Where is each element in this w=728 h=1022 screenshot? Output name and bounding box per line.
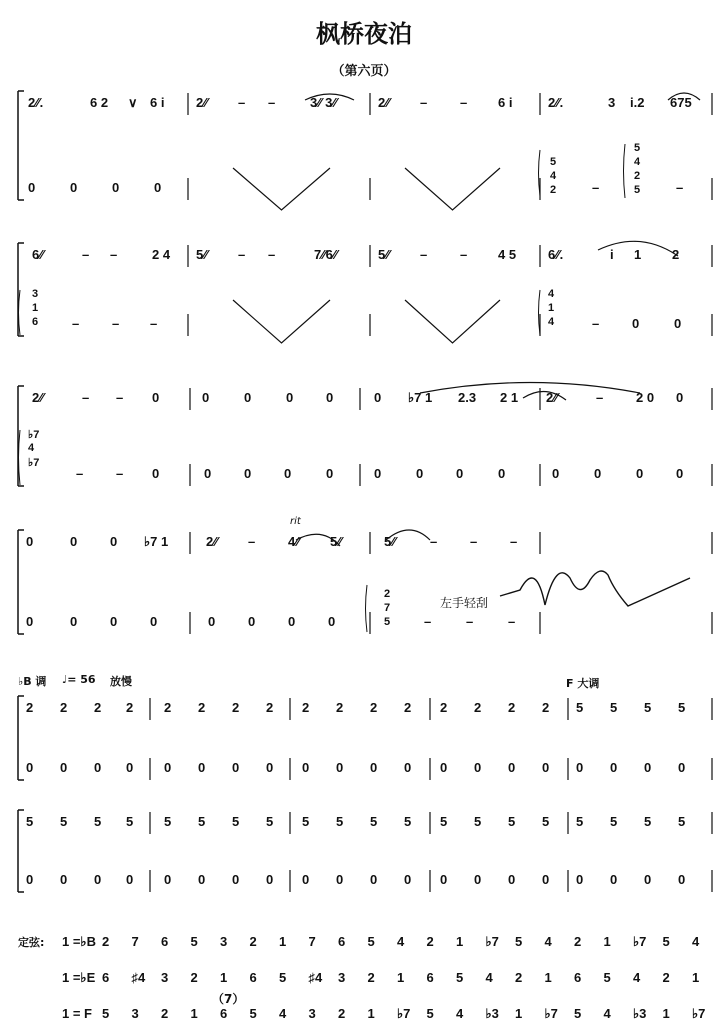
- lower-note: 0: [154, 180, 162, 195]
- upper-note: 2⁄⁄: [206, 534, 218, 549]
- lower-note: 0: [232, 872, 240, 887]
- tuning-note: ♭7: [485, 934, 499, 949]
- lower-note: 0: [674, 316, 682, 331]
- upper-note: i.2: [630, 95, 645, 110]
- lower-note: 0: [370, 760, 378, 775]
- tuning-note: 1: [544, 970, 552, 985]
- lower-note: 0: [474, 760, 482, 775]
- tuning-note: 4: [544, 934, 552, 949]
- tuning-note: 3: [131, 1006, 139, 1021]
- upper-note: 675: [670, 95, 692, 110]
- upper-note: 0: [374, 390, 382, 405]
- tuning-note: 2: [249, 934, 257, 949]
- tuning-note: 5: [662, 934, 670, 949]
- lower-note: 0: [404, 760, 412, 775]
- upper-note: 2 1: [500, 390, 519, 405]
- lower-note: 0: [284, 466, 292, 481]
- upper-note: 5⁄⁄: [384, 534, 396, 549]
- upper-note: ♭7 1: [408, 390, 433, 405]
- upper-note: 5: [302, 814, 310, 829]
- upper-note: 2: [60, 700, 68, 715]
- upper-note: 4⁄⁄: [288, 534, 300, 549]
- chord-note: 5: [634, 142, 641, 154]
- tuning-key: 1 = F: [62, 1006, 92, 1021]
- lower-note: –: [466, 614, 474, 629]
- lower-note: 0: [126, 760, 134, 775]
- upper-note: 5: [164, 814, 172, 829]
- tuning-note: 6: [338, 934, 346, 949]
- lower-note: 0: [248, 614, 256, 629]
- tuning-note: 4: [279, 1006, 287, 1021]
- lower-note: 0: [336, 872, 344, 887]
- tuning-note: 6: [161, 934, 169, 949]
- upper-note: 2: [302, 700, 310, 715]
- upper-note: 2 4: [152, 247, 171, 262]
- lower-note: 0: [266, 760, 274, 775]
- upper-note: 5: [542, 814, 550, 829]
- lower-note: 0: [610, 872, 618, 887]
- tuning-note: 4: [456, 1006, 464, 1021]
- tuning-note: 6: [102, 970, 110, 985]
- lower-note: 0: [644, 760, 652, 775]
- upper-note: –: [596, 390, 604, 405]
- tuning-note: 4: [633, 970, 641, 985]
- glide-stroke: [233, 168, 330, 210]
- upper-note: 5: [404, 814, 412, 829]
- tuning-note: 1: [515, 1006, 523, 1021]
- upper-note: –: [510, 534, 518, 549]
- upper-note: 0: [286, 390, 294, 405]
- tuning-note: 5: [367, 934, 375, 949]
- tuning-note: 5: [249, 1006, 257, 1021]
- upper-note: 0: [676, 390, 684, 405]
- lower-note: 0: [150, 614, 158, 629]
- upper-note: 0: [110, 534, 118, 549]
- tuning-note: 2: [338, 1006, 346, 1021]
- rit-marking: rit: [290, 516, 301, 527]
- lower-note: 0: [374, 466, 382, 481]
- tuning-note: 2: [190, 970, 198, 985]
- chord-note: ♭7: [28, 457, 40, 469]
- upper-note: 5: [26, 814, 34, 829]
- chord-note: 4: [550, 170, 557, 182]
- lower-note: –: [116, 466, 124, 481]
- upper-note: 2: [94, 700, 102, 715]
- lower-note: 0: [678, 872, 686, 887]
- page-number: （7）: [212, 992, 245, 1006]
- lower-note: 0: [552, 466, 560, 481]
- lower-note: 0: [302, 760, 310, 775]
- slur: [523, 391, 566, 400]
- upper-note: –: [248, 534, 256, 549]
- lower-note: 0: [576, 760, 584, 775]
- tuning-note: 7: [308, 934, 316, 949]
- upper-note: 2⁄⁄: [32, 390, 44, 405]
- upper-note: 5: [678, 700, 686, 715]
- upper-note: 2.3: [458, 390, 477, 405]
- upper-note: 6 2: [90, 95, 109, 110]
- tempo-label: ♩= 56: [62, 673, 96, 686]
- upper-note: 2: [370, 700, 378, 715]
- tempo-instruction: 放慢: [110, 675, 132, 688]
- upper-note: –: [238, 247, 246, 262]
- tuning-note: 6: [249, 970, 257, 985]
- tuning-note: 4: [485, 970, 493, 985]
- lower-note: –: [150, 316, 158, 331]
- tuning-note: 2: [662, 970, 670, 985]
- upper-note: 2: [336, 700, 344, 715]
- upper-note: 6 i: [498, 95, 513, 110]
- upper-note: 5: [678, 814, 686, 829]
- lower-note: 0: [152, 466, 160, 481]
- gloss-squiggle: [500, 571, 690, 606]
- upper-note: 4 5: [498, 247, 517, 262]
- lower-note: 0: [60, 872, 68, 887]
- tuning-key: 1 =♭E: [62, 970, 96, 985]
- lower-note: 0: [610, 760, 618, 775]
- tuning-note: 4: [603, 1006, 611, 1021]
- tuning-note: 2: [515, 970, 523, 985]
- chord-note: 4: [548, 288, 555, 300]
- lower-note: 0: [288, 614, 296, 629]
- tuning-note: 6: [220, 1006, 228, 1021]
- chord-note: 4: [28, 442, 35, 454]
- upper-note: ∨: [128, 95, 138, 110]
- chord-note: 5: [384, 616, 391, 628]
- upper-note: –: [430, 534, 438, 549]
- chord-note: 2: [550, 184, 557, 196]
- lower-note: 0: [336, 760, 344, 775]
- upper-note: –: [268, 95, 276, 110]
- lower-note: 0: [164, 872, 172, 887]
- upper-note: –: [460, 247, 468, 262]
- tuning-note: 3: [338, 970, 346, 985]
- tuning-note: 5: [279, 970, 287, 985]
- upper-note: 5: [198, 814, 206, 829]
- tuning-note: 1: [367, 1006, 375, 1021]
- upper-note: 0: [202, 390, 210, 405]
- upper-note: 2: [266, 700, 274, 715]
- lower-note: –: [424, 614, 432, 629]
- tuning-note: 2: [102, 934, 110, 949]
- chord-note: 6: [32, 316, 39, 328]
- lower-note: 0: [456, 466, 464, 481]
- tuning-note: 1: [220, 970, 228, 985]
- upper-note: 2: [198, 700, 206, 715]
- upper-note: 6 i: [150, 95, 165, 110]
- lower-note: 0: [244, 466, 252, 481]
- chord-note: 7: [384, 602, 391, 614]
- upper-note: 5: [576, 700, 584, 715]
- upper-note: 0: [244, 390, 252, 405]
- lower-note: 0: [676, 466, 684, 481]
- upper-note: 3: [608, 95, 616, 110]
- upper-note: –: [82, 247, 90, 262]
- lower-note: 0: [208, 614, 216, 629]
- upper-note: 5: [60, 814, 68, 829]
- upper-note: 5: [370, 814, 378, 829]
- slur: [420, 383, 640, 394]
- chord-note: 5: [634, 184, 641, 196]
- tuning-note: 4: [692, 934, 700, 949]
- lower-note: 0: [26, 872, 34, 887]
- lower-note: 0: [636, 466, 644, 481]
- lower-note: 0: [576, 872, 584, 887]
- lower-note: 0: [94, 760, 102, 775]
- chord-note: 1: [548, 302, 555, 314]
- tuning-note: 2: [426, 934, 434, 949]
- lower-note: –: [72, 316, 80, 331]
- tuning-note: 2: [367, 970, 375, 985]
- arpeggio-brace: [624, 144, 626, 198]
- lower-note: 0: [198, 760, 206, 775]
- tuning-note: 1: [662, 1006, 670, 1021]
- lower-note: 0: [474, 872, 482, 887]
- tuning-note: 5: [456, 970, 464, 985]
- lower-note: 0: [632, 316, 640, 331]
- key-label: ♭B 调: [18, 675, 47, 688]
- lower-note: 0: [302, 872, 310, 887]
- upper-note: 0: [26, 534, 34, 549]
- upper-note: 2⁄⁄.: [548, 95, 564, 110]
- upper-note: ♭7 1: [144, 534, 169, 549]
- chord-note: 5: [550, 156, 557, 168]
- lower-note: 0: [70, 180, 78, 195]
- lower-note: 0: [508, 760, 516, 775]
- lower-note: 0: [440, 872, 448, 887]
- lower-note: 0: [60, 760, 68, 775]
- lower-note: 0: [26, 614, 34, 629]
- sustain-dash: –: [676, 180, 684, 195]
- upper-note: –: [470, 534, 478, 549]
- lower-note: 0: [326, 466, 334, 481]
- upper-note: –: [420, 247, 428, 262]
- upper-note: 5: [644, 814, 652, 829]
- upper-note: 2: [404, 700, 412, 715]
- tuning-note: 6: [426, 970, 434, 985]
- upper-note: 5: [610, 814, 618, 829]
- lower-note: 0: [28, 180, 36, 195]
- tuning-note: 1: [456, 934, 464, 949]
- lower-note: 0: [328, 614, 336, 629]
- upper-note: 5⁄⁄: [330, 534, 342, 549]
- upper-note: 5: [232, 814, 240, 829]
- upper-note: 2⁄⁄.: [28, 95, 44, 110]
- tuning-note: 7: [131, 934, 139, 949]
- tuning-note: 5: [574, 1006, 582, 1021]
- lower-note: 0: [126, 872, 134, 887]
- lower-note: 0: [164, 760, 172, 775]
- lower-note: 0: [498, 466, 506, 481]
- upper-note: 2 0: [636, 390, 655, 405]
- sustain-dash: –: [592, 180, 600, 195]
- upper-note: 6⁄⁄.: [548, 247, 564, 262]
- upper-note: 5: [474, 814, 482, 829]
- tuning-note: 1: [279, 934, 287, 949]
- tuning-note: ♭7: [692, 1006, 706, 1021]
- lower-note: 0: [508, 872, 516, 887]
- chord-note: 2: [634, 170, 641, 182]
- tuning-note: 5: [603, 970, 611, 985]
- lower-note: 0: [112, 180, 120, 195]
- upper-note: –: [420, 95, 428, 110]
- tuning-note: 2: [574, 934, 582, 949]
- upper-note: 5: [94, 814, 102, 829]
- chord-note: 2: [384, 588, 391, 600]
- tuning-note: 3: [161, 970, 169, 985]
- upper-note: 2: [164, 700, 172, 715]
- chord-note: ♭7: [28, 429, 40, 441]
- tuning-note: 4: [397, 934, 405, 949]
- upper-note: 5: [266, 814, 274, 829]
- tuning-note: 2: [161, 1006, 169, 1021]
- upper-note: –: [238, 95, 246, 110]
- upper-note: –: [82, 390, 90, 405]
- glide-stroke: [405, 300, 500, 343]
- upper-note: –: [268, 247, 276, 262]
- arpeggio-brace: [366, 585, 368, 632]
- upper-note: 5⁄⁄: [196, 247, 208, 262]
- upper-note: 6⁄⁄: [32, 247, 44, 262]
- tuning-note: ♭3: [633, 1006, 647, 1021]
- page-title: 枫桥夜泊: [316, 20, 412, 48]
- tuning-note: 1: [603, 934, 611, 949]
- tuning-note: ♭7: [633, 934, 647, 949]
- glide-stroke: [233, 300, 330, 343]
- tuning-note: ♭3: [485, 1006, 499, 1021]
- tuning-note: ♭7: [544, 1006, 558, 1021]
- lower-note: –: [76, 466, 84, 481]
- upper-note: 2: [508, 700, 516, 715]
- upper-note: 2: [474, 700, 482, 715]
- lower-note: 0: [26, 760, 34, 775]
- upper-note: –: [460, 95, 468, 110]
- upper-note: 0: [70, 534, 78, 549]
- tuning-note: 6: [574, 970, 582, 985]
- key-change-label: F 大调: [566, 677, 600, 690]
- tuning-label: 定弦:: [18, 936, 45, 949]
- chord-note: 4: [548, 316, 555, 328]
- lower-note: –: [112, 316, 120, 331]
- upper-note: –: [110, 247, 118, 262]
- lower-note: 0: [678, 760, 686, 775]
- upper-note: 2: [672, 247, 680, 262]
- lower-note: 0: [266, 872, 274, 887]
- tuning-note: 5: [102, 1006, 110, 1021]
- tuning-note: ♯4: [131, 970, 146, 985]
- tuning-note: 3: [220, 934, 228, 949]
- lower-note: 0: [404, 872, 412, 887]
- upper-note: 2: [26, 700, 34, 715]
- gloss-instruction: 左手轻刮: [440, 596, 489, 610]
- tuning-note: 5: [190, 934, 198, 949]
- tuning-note: 1: [190, 1006, 198, 1021]
- upper-note: i: [610, 247, 614, 262]
- upper-note: 2: [232, 700, 240, 715]
- page-subtitle: （第六页）: [331, 64, 397, 79]
- upper-note: 5⁄⁄: [378, 247, 390, 262]
- lower-note: –: [508, 614, 516, 629]
- lower-note: 0: [644, 872, 652, 887]
- lower-note: 0: [232, 760, 240, 775]
- upper-note: 0: [152, 390, 160, 405]
- lower-note: 0: [110, 614, 118, 629]
- lower-note: 0: [594, 466, 602, 481]
- glide-stroke: [405, 168, 500, 210]
- tuning-note: 3: [308, 1006, 316, 1021]
- lower-note: 0: [370, 872, 378, 887]
- upper-note: 5: [508, 814, 516, 829]
- upper-note: 2: [126, 700, 134, 715]
- tuning-note: 5: [426, 1006, 434, 1021]
- chord-note: 4: [634, 156, 641, 168]
- upper-note: 1: [634, 247, 642, 262]
- tuning-note: ♯4: [308, 970, 323, 985]
- lower-note: –: [592, 316, 600, 331]
- lower-note: 0: [440, 760, 448, 775]
- tuning-note: 5: [515, 934, 523, 949]
- upper-note: –: [116, 390, 124, 405]
- upper-note: 5: [610, 700, 618, 715]
- upper-note: 3⁄⁄ 3⁄⁄: [310, 95, 337, 110]
- upper-note: 2: [542, 700, 550, 715]
- upper-note: 2: [440, 700, 448, 715]
- upper-note: 5: [336, 814, 344, 829]
- lower-note: 0: [94, 872, 102, 887]
- lower-note: 0: [542, 760, 550, 775]
- lower-note: 0: [542, 872, 550, 887]
- lower-note: 0: [70, 614, 78, 629]
- upper-note: 0: [326, 390, 334, 405]
- upper-note: 5: [126, 814, 134, 829]
- lower-note: 0: [416, 466, 424, 481]
- lower-note: 0: [198, 872, 206, 887]
- lower-note: 0: [204, 466, 212, 481]
- upper-note: 2⁄⁄: [546, 390, 558, 405]
- upper-note: 5: [440, 814, 448, 829]
- upper-note: 5: [644, 700, 652, 715]
- upper-note: 2⁄⁄: [378, 95, 390, 110]
- tuning-note: 1: [692, 970, 700, 985]
- chord-note: 1: [32, 302, 39, 314]
- tuning-note: 1: [397, 970, 405, 985]
- upper-note: 5: [576, 814, 584, 829]
- upper-note: 7⁄⁄6⁄⁄: [314, 247, 338, 262]
- tuning-note: ♭7: [397, 1006, 411, 1021]
- tuning-key: 1 =♭B: [62, 934, 96, 949]
- chord-note: 3: [32, 288, 39, 300]
- upper-note: 2⁄⁄: [196, 95, 208, 110]
